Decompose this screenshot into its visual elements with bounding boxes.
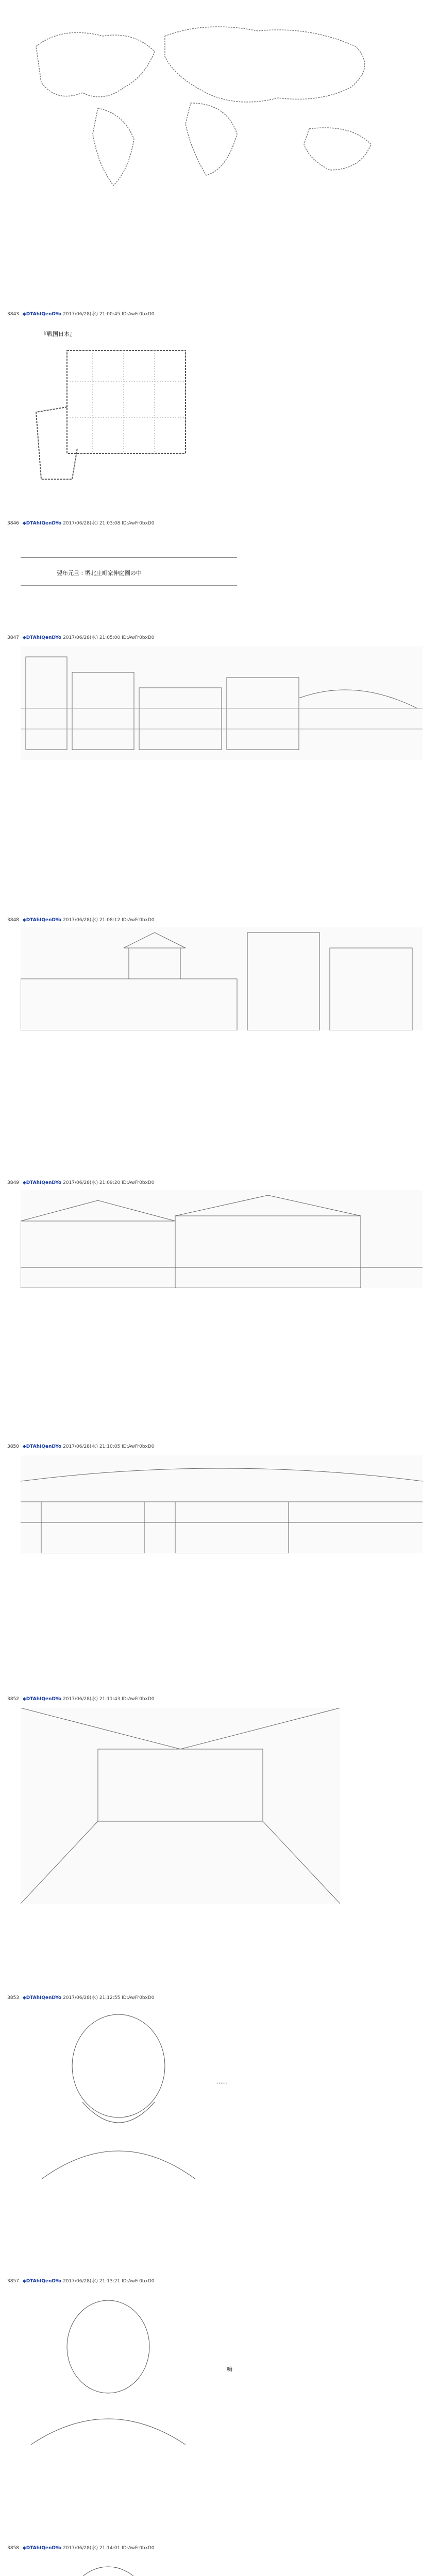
post-datetime: 2017/06/28(水) 21:12:55 ID:AwFr0bxD0 [63, 1995, 155, 2001]
post-meta [7, 1443, 155, 1449]
post-datetime: 2017/06/28(水) 21:05:00 ID:AwFr0bxD0 [63, 635, 155, 640]
post-meta [7, 519, 155, 526]
interior-hall-art [21, 1708, 340, 1904]
rooftops-scene-art [21, 1455, 423, 1553]
post-datetime: 2017/06/28(水) 21:13:21 ID:AwFr0bxD0 [63, 2279, 155, 2284]
post-meta [7, 1695, 155, 1702]
post-number: 3853 [7, 1995, 19, 2001]
post-meta [7, 2544, 155, 2551]
post-meta [7, 1994, 155, 2001]
scene-text: 翌年元旦 : 堺北庄町家伸庭園の中 [57, 570, 142, 577]
post-datetime: 2017/06/28(水) 21:00:45 ID:AwFr0bxD0 [63, 312, 155, 317]
post-author[interactable]: ◆DTAhIQenDYo [22, 1444, 62, 1449]
young-man-art [21, 2556, 196, 2576]
post-meta [7, 1179, 155, 1185]
town-scene-art [21, 647, 423, 760]
post-author[interactable]: ◆DTAhIQenDYo [22, 918, 62, 923]
old-man-art [21, 2009, 216, 2179]
post-author[interactable]: ◆DTAhIQenDYo [22, 521, 62, 526]
post-number: 3852 [7, 1697, 19, 1702]
post-author[interactable]: ◆DTAhIQenDYo [22, 1697, 62, 1702]
castle-scene-art [21, 927, 423, 1030]
post-datetime: 2017/06/28(水) 21:09:20 ID:AwFr0bxD0 [63, 1180, 155, 1185]
post-author[interactable]: ◆DTAhIQenDYo [22, 1995, 62, 2001]
utterance: 嗚 [227, 2366, 232, 2372]
post-author[interactable]: ◆DTAhIQenDYo [22, 1180, 62, 1185]
world-map-art [21, 15, 392, 201]
map-title: 『戦国日本』 [41, 331, 75, 337]
post-number: 3857 [7, 2279, 19, 2284]
divider-top [21, 556, 237, 558]
post-number: 3846 [7, 521, 19, 526]
japan-map-art [21, 345, 237, 489]
post-meta [7, 634, 155, 640]
crying-figure-art [21, 2290, 196, 2445]
post-meta [7, 916, 155, 923]
post-meta [7, 310, 155, 317]
post-datetime: 2017/06/28(水) 21:14:01 ID:AwFr0bxD0 [63, 2546, 155, 2551]
post-datetime: 2017/06/28(水) 21:03:08 ID:AwFr0bxD0 [63, 521, 155, 526]
post-number: 3858 [7, 2546, 19, 2551]
divider-bottom [21, 584, 237, 586]
post-author[interactable]: ◆DTAhIQenDYo [22, 2546, 62, 2551]
post-number: 3847 [7, 635, 19, 640]
post-datetime: 2017/06/28(水) 21:08:12 ID:AwFr0bxD0 [63, 918, 155, 923]
post-number: 3850 [7, 1444, 19, 1449]
post-datetime: 2017/06/28(水) 21:10:05 ID:AwFr0bxD0 [63, 1444, 155, 1449]
street-scene-art [21, 1190, 423, 1288]
post-author[interactable]: ◆DTAhIQenDYo [22, 312, 62, 317]
post-number: 3848 [7, 918, 19, 923]
post-meta [7, 2277, 155, 2284]
post-author[interactable]: ◆DTAhIQenDYo [22, 2279, 62, 2284]
post-author[interactable]: ◆DTAhIQenDYo [22, 635, 62, 640]
post-number: 3849 [7, 1180, 19, 1185]
utterance: …… [216, 2078, 228, 2085]
post-datetime: 2017/06/28(水) 21:11:43 ID:AwFr0bxD0 [63, 1697, 155, 1702]
post-number: 3843 [7, 312, 19, 317]
